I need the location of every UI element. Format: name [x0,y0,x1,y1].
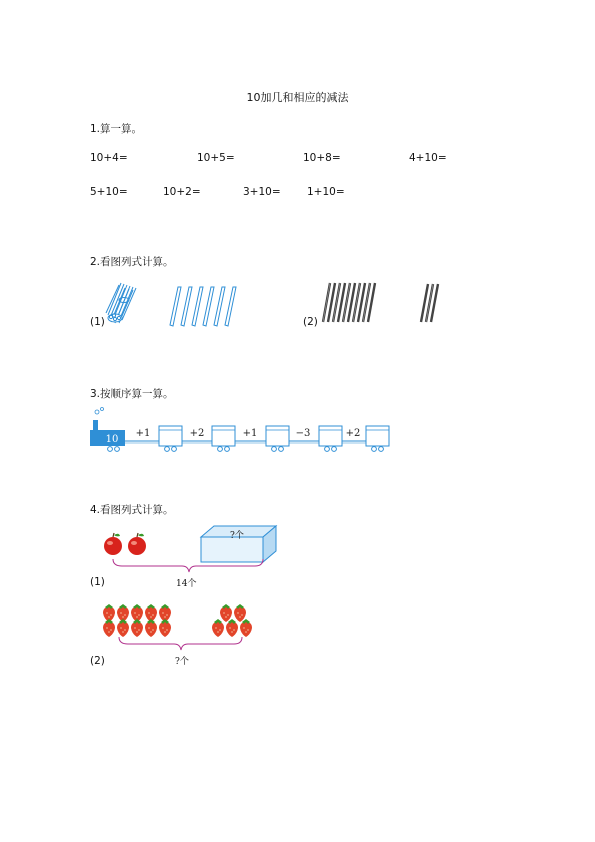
equation: 10+5= [197,152,235,164]
section3-heading: 3.按顺序算一算。 [90,388,174,400]
total-brace [112,558,267,574]
page-title: 10加几和相应的减法 [246,91,349,104]
operation-label: −3 [295,428,311,439]
section1-heading: 1.算一算。 [90,123,143,135]
operation-label: +2 [345,428,361,439]
section4-heading: 4.看图列式计算。 [90,504,174,516]
problem-label: (2) [303,316,318,328]
equation: 10+4= [90,152,128,164]
train-car [366,426,389,451]
equation: 10+8= [303,152,341,164]
strawberries-five-icon [210,604,256,638]
apples-icon [102,533,150,557]
total-label: 14个 [176,579,197,589]
operation-label: +1 [135,428,151,439]
pencils-ten-icon [320,281,385,327]
pencils-three-icon [418,282,442,328]
stick-bundle-icon [102,280,142,326]
train-diagram [90,406,390,454]
problem-label: (2) [90,655,105,667]
train-car [266,426,289,451]
train-car [212,426,235,451]
start-number: 10 [105,434,119,445]
operation-label: +1 [242,428,258,439]
total-label: ?个 [175,657,189,667]
strawberries-ten-icon [102,604,174,638]
equation: 1+10= [307,186,345,198]
equation: 10+2= [163,186,201,198]
problem-label: (1) [90,316,105,328]
section2-heading: 2.看图列式计算。 [90,256,174,268]
problem-label: (1) [90,576,105,588]
operation-label: +2 [189,428,205,439]
box-label: ?个 [230,531,244,541]
equation: 5+10= [90,186,128,198]
train-car [159,426,182,451]
train-car [319,426,342,451]
total-brace [118,636,246,652]
equation: 3+10= [243,186,281,198]
loose-sticks-icon [168,284,238,330]
equation: 4+10= [409,152,447,164]
